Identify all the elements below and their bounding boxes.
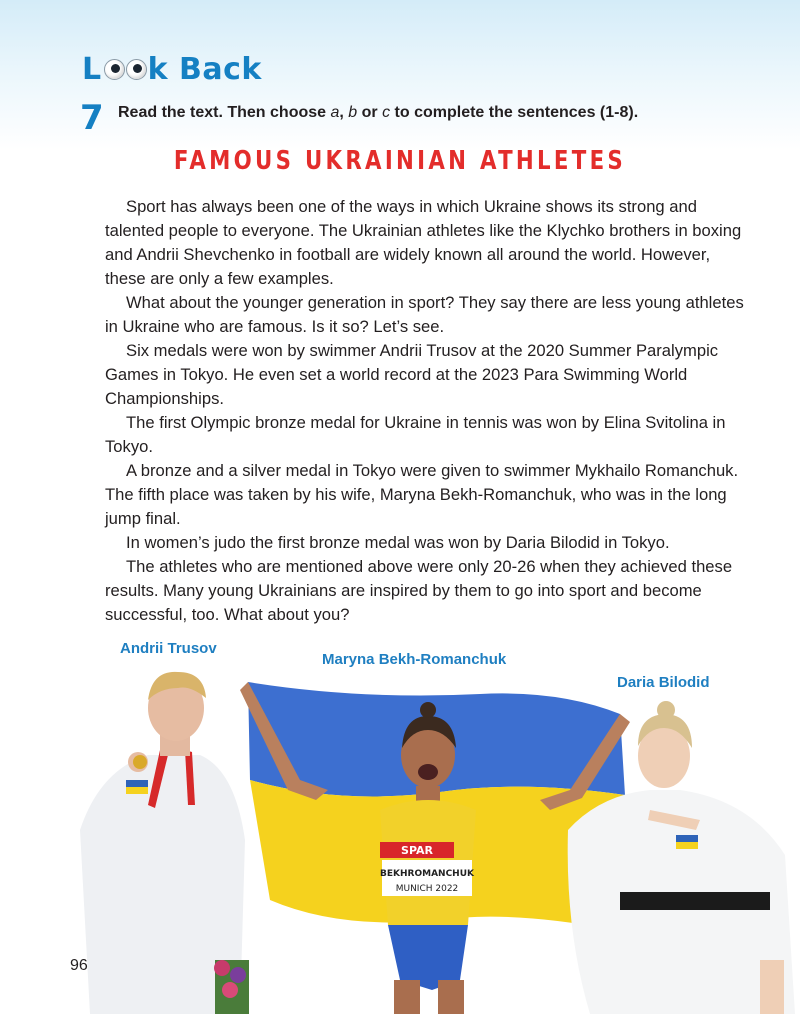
- bib-name: BEKHROMANCHUK: [380, 869, 474, 879]
- paragraph: Sport has always been one of the ways in which Ukraine shows its strong and talented people to everyone. The Ukrainian athletes like the Klychko brothers in boxing and Andrii Shevchenko in football are widely known all around the world. However, these are only a few examples.: [105, 197, 742, 288]
- bib-brand: SPAR: [401, 844, 433, 857]
- section-title-start: L: [82, 52, 102, 87]
- page-number: 96: [70, 957, 88, 974]
- paragraph: Six medals were won by swimmer Andrii Trusov at the 2020 Summer Paralympic Games in Tokyo. He even set a world record at the 2023 Para Swimming World Championships.: [105, 341, 719, 408]
- paragraph: What about the younger generation in sport? They say there are less young athletes in Ukraine who are famous. Is it so? Let’s see.: [105, 293, 744, 336]
- article-text: [105, 195, 745, 627]
- eye-left: [104, 59, 125, 80]
- task-instruction: [118, 104, 638, 122]
- option-b: b: [348, 104, 358, 121]
- option-a: a: [330, 104, 340, 121]
- section-title: [82, 52, 262, 87]
- paragraph: The first Olympic bronze medal for Ukraine in tennis was won by Elina Svitolina in Tokyo.: [105, 413, 726, 456]
- option-c: c: [382, 104, 391, 121]
- instruction-separator: ,: [339, 104, 349, 121]
- instruction-text-end: to complete the sentences (1-8).: [390, 104, 639, 121]
- eyes-icon: [104, 59, 147, 80]
- article-title: FAMOUS UKRAINIAN ATHLETES: [173, 146, 627, 176]
- caption-bekh-romanchuk: Maryna Bekh-Romanchuk: [322, 651, 507, 668]
- section-title-end: k Back: [147, 52, 262, 87]
- task-number: 7: [80, 98, 104, 138]
- caption-bilodid: Daria Bilodid: [617, 674, 710, 691]
- instruction-separator: or: [357, 104, 383, 121]
- instruction-text: Read the text. Then choose: [118, 104, 331, 121]
- bib-city: MUNICH 2022: [395, 884, 459, 894]
- athlete-trusov: [80, 672, 249, 1014]
- paragraph: In women’s judo the first bronze medal was won by Daria Bilodid in Tokyo.: [126, 533, 670, 552]
- caption-trusov: Andrii Trusov: [120, 640, 217, 657]
- paragraph: The athletes who are mentioned above were only 20-26 when they achieved these results. Many young Ukrainians are inspired by them to go into sport and become successful, too. What about you?: [105, 557, 733, 624]
- eye-right: [126, 59, 147, 80]
- paragraph: A bronze and a silver medal in Tokyo were given to swimmer Mykhailo Romanchuk. The fifth place was taken by his wife, Maryna Bekh-Romanchuk, who was in the long jump final.: [105, 461, 739, 528]
